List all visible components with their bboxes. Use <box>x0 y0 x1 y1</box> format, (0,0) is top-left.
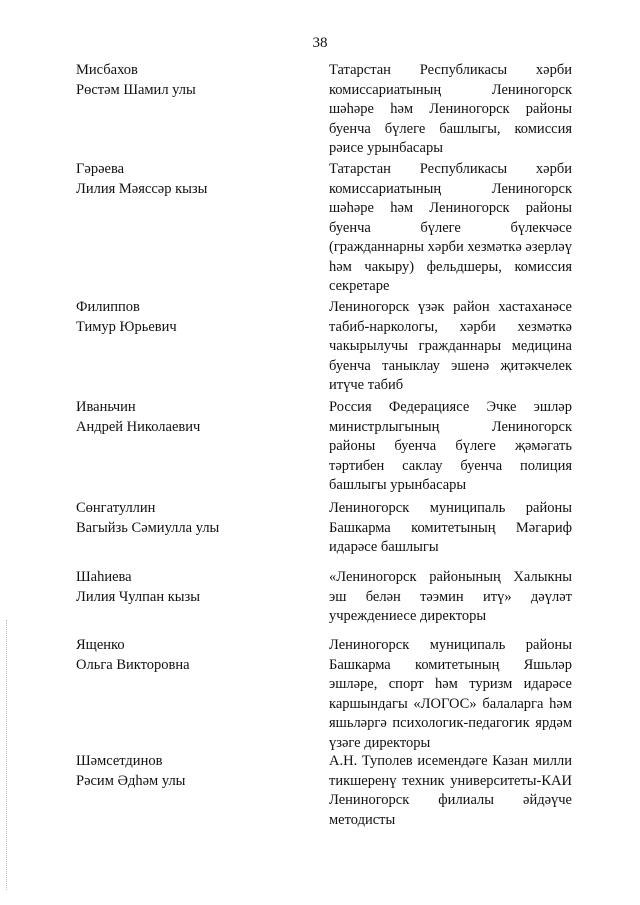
member-name <box>76 298 296 337</box>
member-position: Лениногорск үзәк район хастаханәсе табиб-наркологы, хәрби хезмәткә чакырылучы гражданнары медицина буенча таныклау эшенә җитәкчелек итүче табиб <box>329 299 572 393</box>
member-surname: Сөнгатуллин <box>76 500 156 516</box>
member-surname: Иваньчин <box>76 399 136 415</box>
member-surname: Ященко <box>76 637 125 653</box>
member-name <box>76 160 296 199</box>
member-name <box>76 398 296 437</box>
member-position: Татарстан Республикасы хәрби комиссариатының Лениногорск шәһәре һәм Лениногорск районы буенча бүлеге бүлекчәсе (гражданнарны хәрби хезмәткә әзерләү һәм чакыру) фельдшеры, комиссия секретаре <box>329 161 572 294</box>
member-given-name: Ольга Викторовна <box>76 656 190 673</box>
member-surname: Мисбахов <box>76 62 138 78</box>
member-given-name: Андрей Николаевич <box>76 418 201 435</box>
member-position: Лениногорск муниципаль районы Башкарма комитетының Яшьләр эшләре, спорт һәм туризм идарәсе каршындагы «ЛОГОС» балаларга һәм яшьләргә психологик-педагогик ярдәм үзәге директоры <box>329 637 572 751</box>
member-given-name: Лилия Мәяссәр кызы <box>76 180 208 197</box>
member-position: «Лениногорск районының Халыкны эш белән тәэмин итү» дәүләт учреждениесе директоры <box>329 569 572 624</box>
member-given-name: Тимур Юрьевич <box>76 318 177 335</box>
member-surname: Шаһиева <box>76 569 132 585</box>
member-given-name: Вагыйзь Сәмиулла улы <box>76 519 220 536</box>
page-number: 38 <box>312 35 328 51</box>
member-name <box>76 568 296 607</box>
member-name <box>76 752 296 791</box>
member-surname: Филиппов <box>76 299 140 315</box>
member-name <box>76 61 296 100</box>
member-position: Лениногорск муниципаль районы Башкарма комитетының Мәгариф идарәсе башлыгы <box>329 500 572 555</box>
member-given-name: Рәсим Әдһәм улы <box>76 772 186 789</box>
member-position: А.Н. Туполев исемендәге Казан милли тикшеренү техник университеты-КАИ Лениногорск филиалы әйдәүче методисты <box>329 753 572 828</box>
member-surname: Шәмсетдинов <box>76 753 163 769</box>
member-given-name: Лилия Чулпан кызы <box>76 588 200 605</box>
scan-margin-marks <box>6 620 9 890</box>
member-surname: Гәрәева <box>76 161 125 177</box>
member-given-name: Рөстәм Шамил улы <box>76 81 196 98</box>
member-name <box>76 499 296 538</box>
member-name <box>76 636 296 675</box>
member-position: Россия Федерациясе Эчке эшләр министрлыгының Лениногорск районы буенча бүлеге җәмәгать тәртибен саклау буенча полиция башлыгы урынбасары <box>329 399 572 493</box>
member-position: Татарстан Республикасы хәрби комиссариатының Лениногорск шәһәре һәм Лениногорск районы буенча бүлеге башлыгы, комиссия рәисе урынбасары <box>329 62 572 156</box>
